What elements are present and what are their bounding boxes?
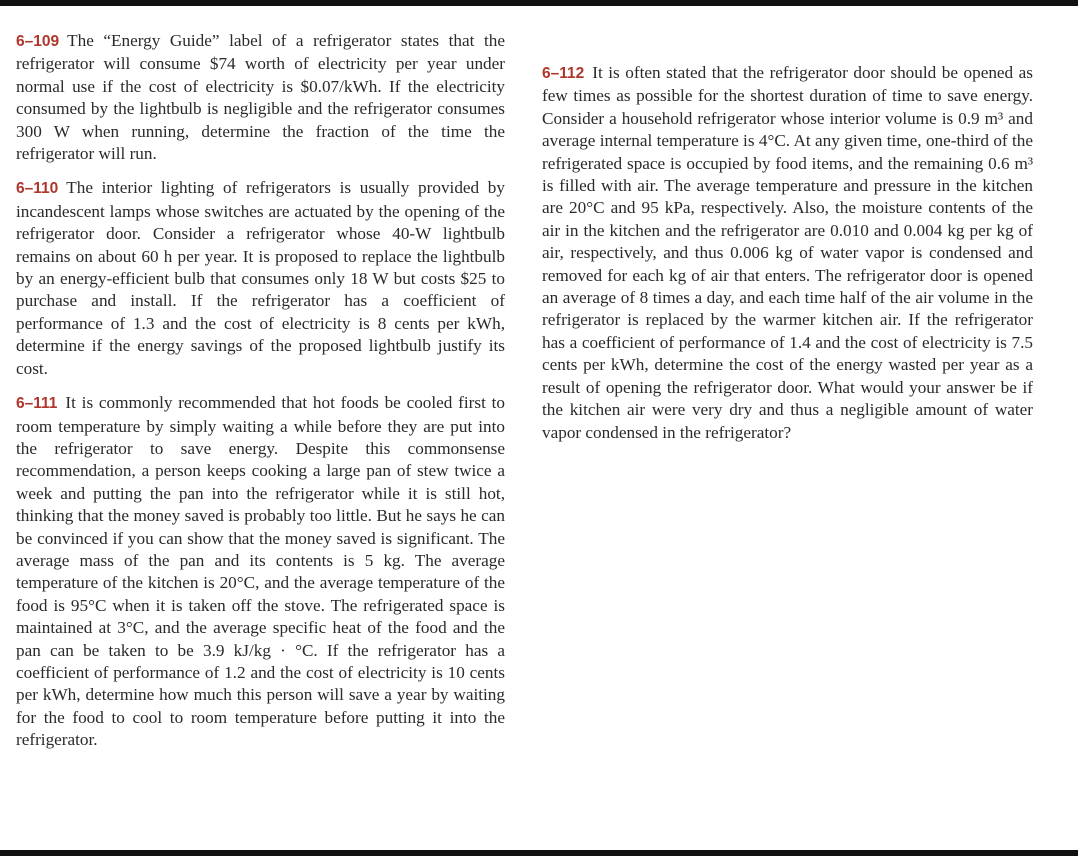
problem-number: 6–110 <box>16 180 59 198</box>
problem-number: 6–112 <box>542 65 585 82</box>
problem-6-111 <box>16 392 505 752</box>
top-border <box>0 0 1078 24</box>
problem-text: It is often stated that the refrigerator door should be opened as few times as possible for the shortest duration of time to save energy. Consider a household refrigerator whose interior volume is 0.9 m³ and average internal temperature is 4°C. At any given time, one-third of the refrigerated space is occupied by food items, and the remaining 0.6 m³ is filled with air. The average temperature and pressure in the kitchen are 20°C and 95 kPa, respectively. Also, the moisture contents of the air in the kitchen and the refrigerator are 0.010 and 0.004 kg per kg of air, respectively, and thus 0.006 kg of water vapor is condensed and removed for each kg of air that enters. The refrigerator door is opened an average of 8 times a day, and each time half of the air volume in the refrigerator is replaced by the warmer kitchen air. If the refrigerator has a coefficient of performance of 1.4 and the cost of electricity is 7.5 cents per kWh, determine the cost of the energy wasted per year as a result of opening the refrigerator door. What would your answer be if the kitchen air were very dry and thus a negligible amount of water vapor condensed in the refrigerator? <box>542 63 1033 442</box>
problem-text: The “Energy Guide” label of a refrigerator states that the refrigerator will consume $74 worth of electricity per year under normal use if the cost of electricity is $0.07/kWh. If the electricity consumed by the lightbulb is negligible and the refrigerator consumes 300 W when running, determine the fraction of the time the refrigerator will run. <box>16 31 505 164</box>
problem-6-110 <box>16 177 505 380</box>
problem-6-109 <box>16 30 505 165</box>
bottom-border <box>0 850 1078 856</box>
problem-text: The interior lighting of refrigerators is usually provided by incandescent lamps whose switches are actuated by the opening of the refrigerator door. Consider a refrigerator whose 40-W lightbulb remains on about 60 h per year. It is proposed to replace the lightbulb by an energy-efficient bulb that consumes only 18 W but costs $25 to purchase and install. If the refrigerator has a coefficient of performance of 1.3 and the cost of electricity is 8 cents per kWh, determine if the energy savings of the proposed lightbulb justify its cost. <box>16 178 505 378</box>
problem-text: It is commonly recommended that hot foods be cooled first to room temperature by simply waiting a while before they are put into the refrigerator to save energy. Despite this commonsense recommendation, a person keeps cooking a large pan of stew twice a week and putting the pan into the refrigerator while it is still hot, thinking that the money saved is probably too little. But he says he can be convinced if you can show that the money saved is significant. The average mass of the pan and its contents is 5 kg. The average temperature of the kitchen is 20°C, and the average temperature of the food is 95°C when it is taken off the stove. The refrigerated space is maintained at 3°C, and the average specific heat of the food and the pan can be taken to be 3.9 kJ/kg · °C. If the refrigerator has a coefficient of performance of 1.2 and the cost of electricity is 10 cents per kWh, determine how much this person will save a year by waiting for the food to cool to room temperature before putting it into the refrigerator. <box>16 393 505 750</box>
right-column <box>542 62 1033 456</box>
problem-6-112 <box>542 62 1033 444</box>
left-column <box>16 30 505 764</box>
problem-number: 6–109 <box>16 33 60 50</box>
problem-number: 6–111 <box>16 395 58 413</box>
